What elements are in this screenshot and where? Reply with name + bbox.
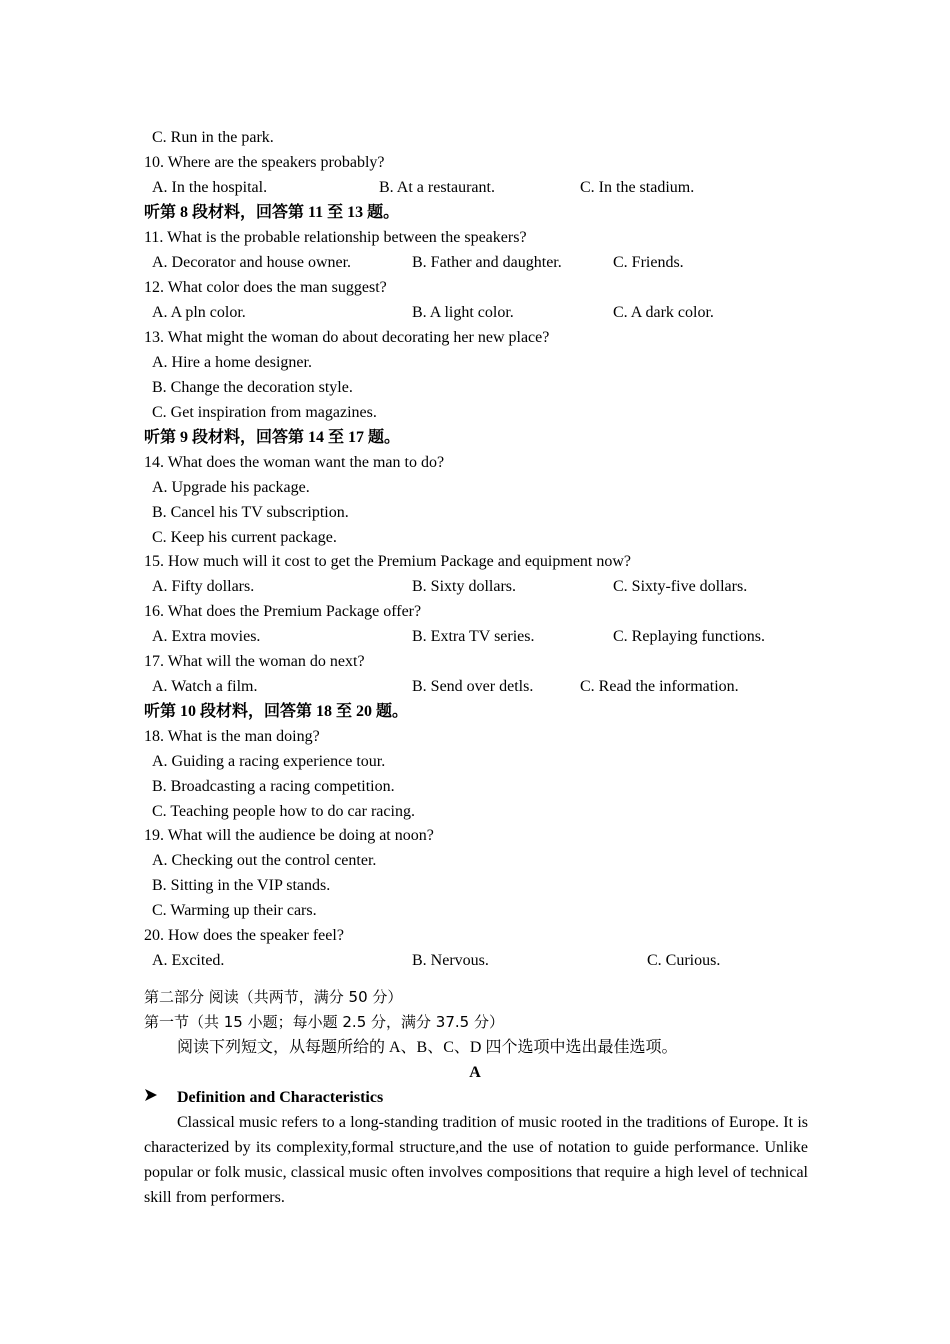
q17-option-a: A. Watch a film. (152, 678, 258, 695)
q18-option-a: A. Guiding a racing experience tour. (152, 753, 386, 770)
q11-option-b: B. Father and daughter. (412, 254, 562, 271)
passage-heading: Definition and Characteristics (177, 1089, 384, 1106)
q15-option-a: A. Fifty dollars. (152, 578, 255, 595)
q16-option-b: B. Extra TV series. (412, 628, 535, 645)
q15-option-c: C. Sixty-five dollars. (613, 578, 748, 595)
q14-option-c: C. Keep his current package. (152, 529, 337, 546)
passage-letter: A (469, 1064, 481, 1081)
instruction-text: 阅读下列短文，从每题所给的 A、B、C、D 四个选项中选出最佳选项。 (177, 1039, 678, 1056)
q15-option-b: B. Sixty dollars. (412, 578, 517, 595)
q19-option-c: C. Warming up their cars. (152, 902, 317, 919)
q11-option-a: A. Decorator and house owner. (152, 254, 352, 271)
q10-stem: 10. Where are the speakers probably? (144, 154, 385, 171)
q13-option-a: A. Hire a home designer. (152, 354, 312, 371)
q19-stem: 19. What will the audience be doing at noon? (144, 827, 434, 844)
section-9-heading: 听第 9 段材料，回答第 14 至 17 题。 (144, 429, 401, 446)
q11-option-c: C. Friends. (613, 254, 684, 271)
q16-option-a: A. Extra movies. (152, 628, 261, 645)
q9-option-c: C. Run in the park. (152, 129, 274, 146)
passage-paragraph: Classical music refers to a long-standing tradition of music rooted in the traditions of Europe. It is characterized by its complexity,formal structure,and the use of notation to guide performance. Unlike popular or folk music, classical music often involves compositions that require a high level of technical skill from performers. (144, 1114, 808, 1206)
q17-option-c: C. Read the information. (580, 678, 739, 695)
q14-option-a: A. Upgrade his package. (152, 479, 310, 496)
q10-option-b: B. At a restaurant. (379, 179, 495, 196)
q16-stem: 16. What does the Premium Package offer? (144, 603, 422, 620)
q18-option-c: C. Teaching people how to do car racing. (152, 803, 415, 820)
q12-option-c: C. A dark color. (613, 304, 714, 321)
section-1-heading: 第一节（共 15 小题；每小题 2.5 分，满分 37.5 分） (144, 1013, 504, 1031)
arrow-bullet-icon (144, 1085, 158, 1110)
q20-option-b: B. Nervous. (412, 952, 489, 969)
q20-stem: 20. How does the speaker feel? (144, 927, 344, 944)
q11-stem: 11. What is the probable relationship between the speakers? (144, 229, 527, 246)
q12-option-b: B. A light color. (412, 304, 514, 321)
q20-option-c: C. Curious. (647, 952, 721, 969)
q10-option-a: A. In the hospital. (152, 179, 268, 196)
q13-stem: 13. What might the woman do about decorating her new place? (144, 329, 550, 346)
q19-option-a: A. Checking out the control center. (152, 852, 377, 869)
q10-option-c: C. In the stadium. (580, 179, 695, 196)
section-8-heading: 听第 8 段材料，回答第 11 至 13 题。 (144, 204, 400, 221)
q14-option-b: B. Cancel his TV subscription. (152, 504, 349, 521)
q19-option-b: B. Sitting in the VIP stands. (152, 877, 331, 894)
q13-option-b: B. Change the decoration style. (152, 379, 353, 396)
q20-option-a: A. Excited. (152, 952, 225, 969)
q14-stem: 14. What does the woman want the man to do? (144, 454, 445, 471)
q12-option-a: A. A pln color. (152, 304, 246, 321)
q18-stem: 18. What is the man doing? (144, 728, 320, 745)
q12-stem: 12. What color does the man suggest? (144, 279, 387, 296)
q15-stem: 15. How much will it cost to get the Premium Package and equipment now? (144, 553, 632, 570)
part-2-heading: 第二部分 阅读（共两节，满分 50 分） (144, 988, 403, 1006)
q18-option-b: B. Broadcasting a racing competition. (152, 778, 395, 795)
q13-option-c: C. Get inspiration from magazines. (152, 404, 377, 421)
section-10-heading: 听第 10 段材料，回答第 18 至 20 题。 (144, 703, 409, 720)
q17-option-b: B. Send over detls. (412, 678, 534, 695)
q17-stem: 17. What will the woman do next? (144, 653, 365, 670)
q16-option-c: C. Replaying functions. (613, 628, 765, 645)
